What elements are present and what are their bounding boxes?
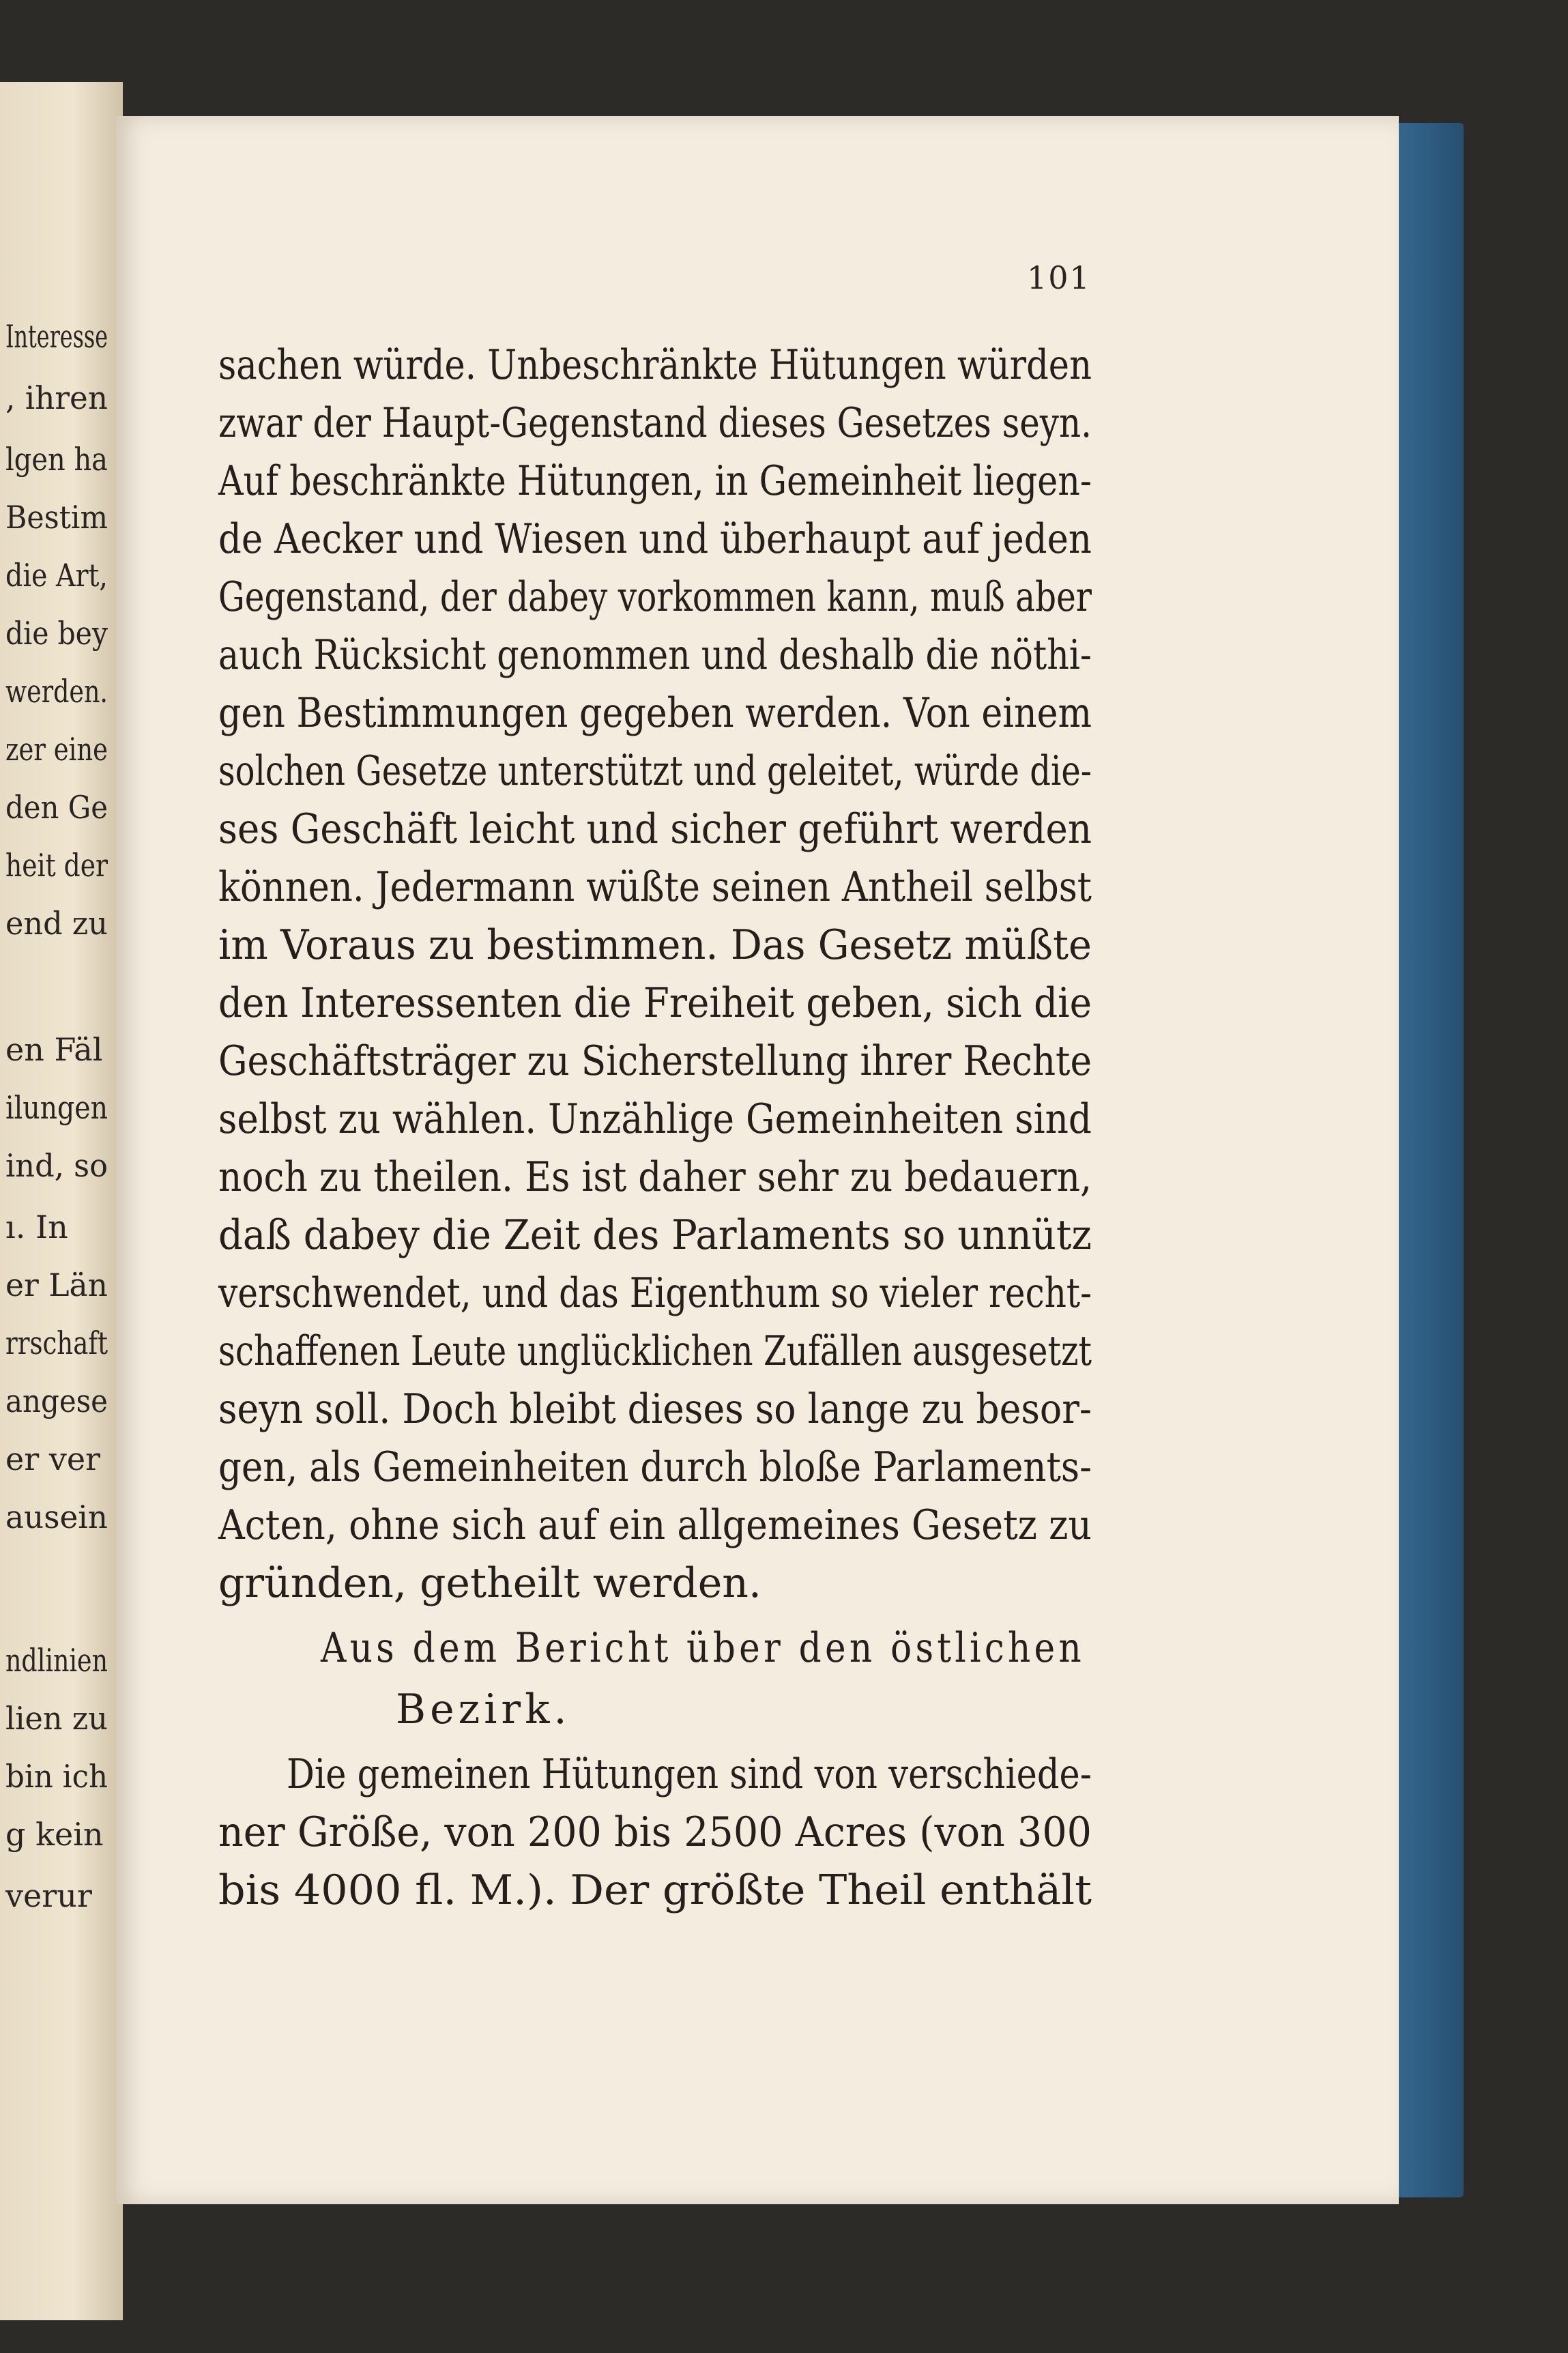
facing-page-line: lgen ha	[5, 441, 108, 478]
section-heading-line: Bezirk.	[396, 1686, 571, 1733]
facing-page-line: en Fäl	[5, 1031, 103, 1068]
facing-page-line: ausein	[5, 1499, 108, 1535]
text-line: auch Rücksicht genommen und deshalb die nöthi-	[218, 631, 1092, 679]
facing-page-line: ind, so	[5, 1147, 108, 1184]
text-line: sachen würde. Unbeschränkte Hütungen würden	[218, 341, 1092, 389]
facing-page-line: die Art,	[5, 557, 108, 594]
text-line: Acten, ohne sich auf ein allgemeines Gesetz zu	[218, 1501, 1092, 1549]
text-line: zwar der Haupt-Gegenstand dieses Gesetzes seyn.	[218, 399, 1092, 447]
facing-page-line: Bestim	[5, 499, 108, 536]
text-line: gen Bestimmungen gegeben werden. Von einem	[218, 689, 1092, 737]
facing-page-line: ı. In	[5, 1209, 68, 1245]
facing-page-line: heit der	[5, 847, 108, 884]
text-line: ner Größe, von 200 bis 2500 Acres (von 300	[218, 1808, 1092, 1856]
facing-page-line: lien zu	[5, 1700, 108, 1737]
section-heading-line: Aus dem Bericht über den östlichen	[321, 1624, 1085, 1672]
facing-page-line: end zu	[5, 905, 108, 942]
text-line: schaffenen Leute unglücklichen Zufällen ausgesetzt	[218, 1327, 1092, 1375]
facing-page-line: , ihren	[5, 379, 108, 416]
facing-page-line: bin ich	[5, 1758, 108, 1795]
text-line: den Interessenten die Freiheit geben, sich die	[218, 979, 1092, 1027]
text-line: Die gemeinen Hütungen sind von verschiede-	[287, 1750, 1092, 1798]
facing-page-line: er Län	[5, 1267, 108, 1303]
text-line: seyn soll. Doch bleibt dieses so lange zu besor-	[218, 1385, 1092, 1433]
facing-page-line: verur	[5, 1877, 92, 1914]
text-line: im Voraus zu bestimmen. Das Gesetz müßte	[218, 921, 1092, 969]
text-line: solchen Gesetze unterstützt und geleitet, würde die-	[218, 747, 1092, 795]
facing-page-line: angese	[5, 1383, 108, 1419]
facing-page	[0, 82, 123, 2320]
text-line: bis 4000 fl. M.). Der größte Theil enthält	[218, 1866, 1092, 1914]
text-line: de Aecker und Wiesen und überhaupt auf jeden	[218, 515, 1092, 563]
text-line: Gegenstand, der dabey vorkommen kann, muß aber	[218, 573, 1092, 621]
facing-page-line: ilungen	[5, 1089, 108, 1126]
text-line: selbst zu wählen. Unzählige Gemeinheiten sind	[218, 1095, 1092, 1143]
text-line: Geschäftsträger zu Sicherstellung ihrer Rechte	[218, 1037, 1092, 1085]
facing-page-line: werden.	[5, 673, 108, 710]
text-line: daß dabey die Zeit des Parlaments so unnütz	[218, 1211, 1092, 1259]
text-line: Auf beschränkte Hütungen, in Gemeinheit liegen-	[218, 457, 1092, 505]
facing-page-line: Interesse	[5, 318, 108, 355]
facing-page-line: zer eine	[5, 731, 108, 768]
text-line: verschwendet, und das Eigenthum so vieler recht-	[218, 1269, 1092, 1317]
facing-page-line: g kein	[5, 1816, 104, 1853]
facing-page-line: ndlinien	[5, 1642, 108, 1679]
text-line: gründen, getheilt werden.	[218, 1559, 761, 1607]
text-line: können. Jedermann wüßte seinen Antheil selbst	[218, 863, 1092, 911]
text-line: gen, als Gemeinheiten durch bloße Parlaments-	[218, 1443, 1092, 1491]
facing-page-line: die bey	[5, 615, 108, 652]
facing-page-line: er ver	[5, 1441, 101, 1477]
text-line: ses Geschäft leicht und sicher geführt werden	[218, 805, 1092, 853]
page-number: 101	[1027, 259, 1091, 296]
text-line: noch zu theilen. Es ist daher sehr zu bedauern,	[218, 1153, 1092, 1201]
facing-page-line: den Ge	[5, 789, 108, 826]
facing-page-line: rrschaft	[5, 1325, 108, 1361]
